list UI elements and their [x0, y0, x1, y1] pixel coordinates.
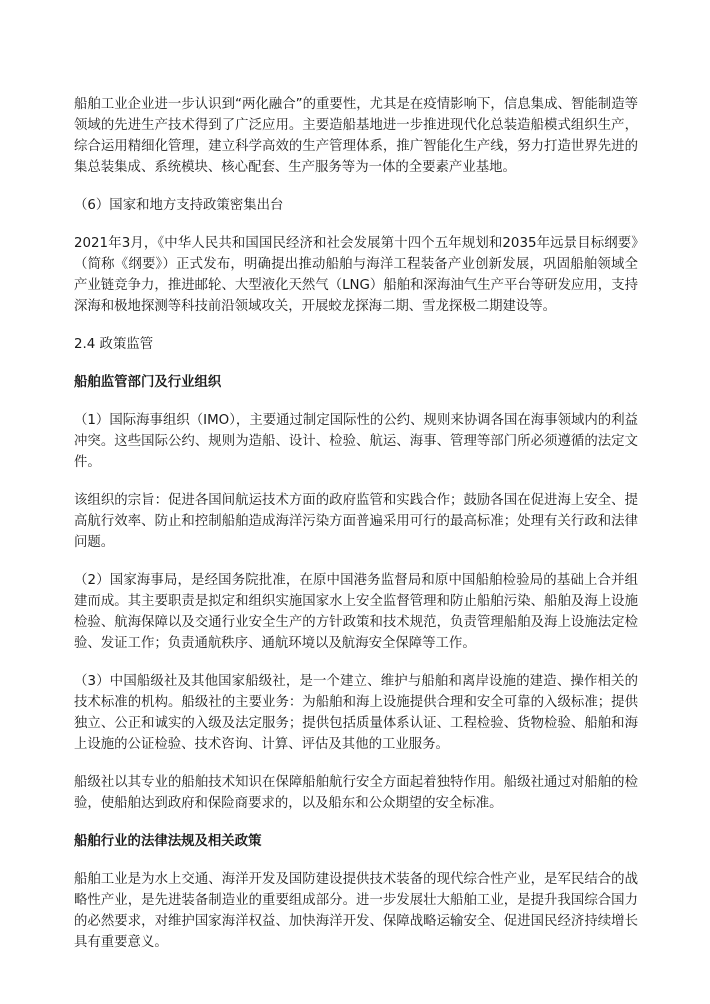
section-heading-policy-regulation: 2.4 政策监管: [74, 337, 154, 352]
paragraph-imo-purpose: 该组织的宗旨：促进各国间航运技术方面的政府监管和实践合作；鼓励各国在促进海上安全、提高航行效率、防止和控制船舶造成海洋污染方面普遍采用可行的最高标准；处理有关行政和法律问题。: [74, 493, 638, 550]
bold-heading-laws-policies: 船舶行业的法律法规及相关政策: [74, 834, 262, 849]
paragraph-maritime-safety-admin: （2）国家海事局，是经国务院批准，在原中国港务监督局和原中国船舶检验局的基础上合并组建而成。其主要职责是拟定和组织实施国家水上安全监督管理和防止船舶污染、船舶及海上设施检验、航海保障以及交通行业安全生产的方针政策和技术规范，负责管理船舶及海上设施法定检验、发证工作；负责通航秩序、通航环境以及航海安全保障等工作。: [74, 573, 638, 651]
paragraph-classification-society: （3）中国船级社及其他国家船级社，是一个建立、维护与船舶和离岸设施的建造、操作相关的技术标准的机构。船级社的主要业务：为船舶和海上设施提供合理和安全可靠的入级标准；提供独立、公正和诚实的入级及法定服务；提供包括质量体系认证、工程检验、货物检验、船舶和海上设施的公证检验、技术咨询、计算、评估及其他的工业服务。: [74, 674, 638, 752]
paragraph-five-year-plan: 2021年3月，《中华人民共和国国民经济和社会发展第十四个五年规划和2035年远景目标纲要》（简称《纲要》）正式发布，明确提出推动船舶与海洋工程装备产业创新发展，巩固船舶领域全产业链竞争力，推进邮轮、大型液化天然气（LNG）船舶和深海油气生产平台等研发应用，支持深海和极地探测等科技前沿领域攻关，开展蛟龙探海二期、雪龙探极二期建设等。: [74, 236, 638, 314]
document-page: [74, 94, 638, 970]
paragraph-classification-role: 船级社以其专业的船舶技术知识在保障船舶航行安全方面起着独特作用。船级社通过对船舶的检验，使船舶达到政府和保险商要求的，以及船东和公众期望的安全标准。: [74, 775, 638, 811]
paragraph-digital-integration: 船舶工业企业进一步认识到“两化融合”的重要性，尤其是在疫情影响下，信息集成、智能制造等领域的先进生产技术得到了广泛应用。主要造船基地进一步推进现代化总装造船模式组织生产，综合运用精细化管理，建立科学高效的生产管理体系，推广智能化生产线，努力打造世界先进的集总装集成、系统模块、核心配套、生产服务等为一体的全要素产业基地。: [74, 97, 638, 175]
subheading-policy-support: （6）国家和地方支持政策密集出台: [74, 198, 284, 213]
paragraph-shipbuilding-industry: 船舶工业是为水上交通、海洋开发及国防建设提供技术装备的现代综合性产业，是军民结合的战略性产业，是先进装备制造业的重要组成部分。进一步发展壮大船舶工业，是提升我国综合国力的必然要求，对维护国家海洋权益、加快海洋开发、保障战略运输安全、促进国民经济持续增长具有重要意义。: [74, 872, 638, 950]
paragraph-imo: （1）国际海事组织（IMO），主要通过制定国际性的公约、规则来协调各国在海事领域内的利益冲突。这些国际公约、规则为造船、设计、检验、航运、海事、管理等部门所必须遵循的法定文件。: [74, 413, 638, 470]
bold-heading-regulators: 船舶监管部门及行业组织: [74, 375, 222, 390]
